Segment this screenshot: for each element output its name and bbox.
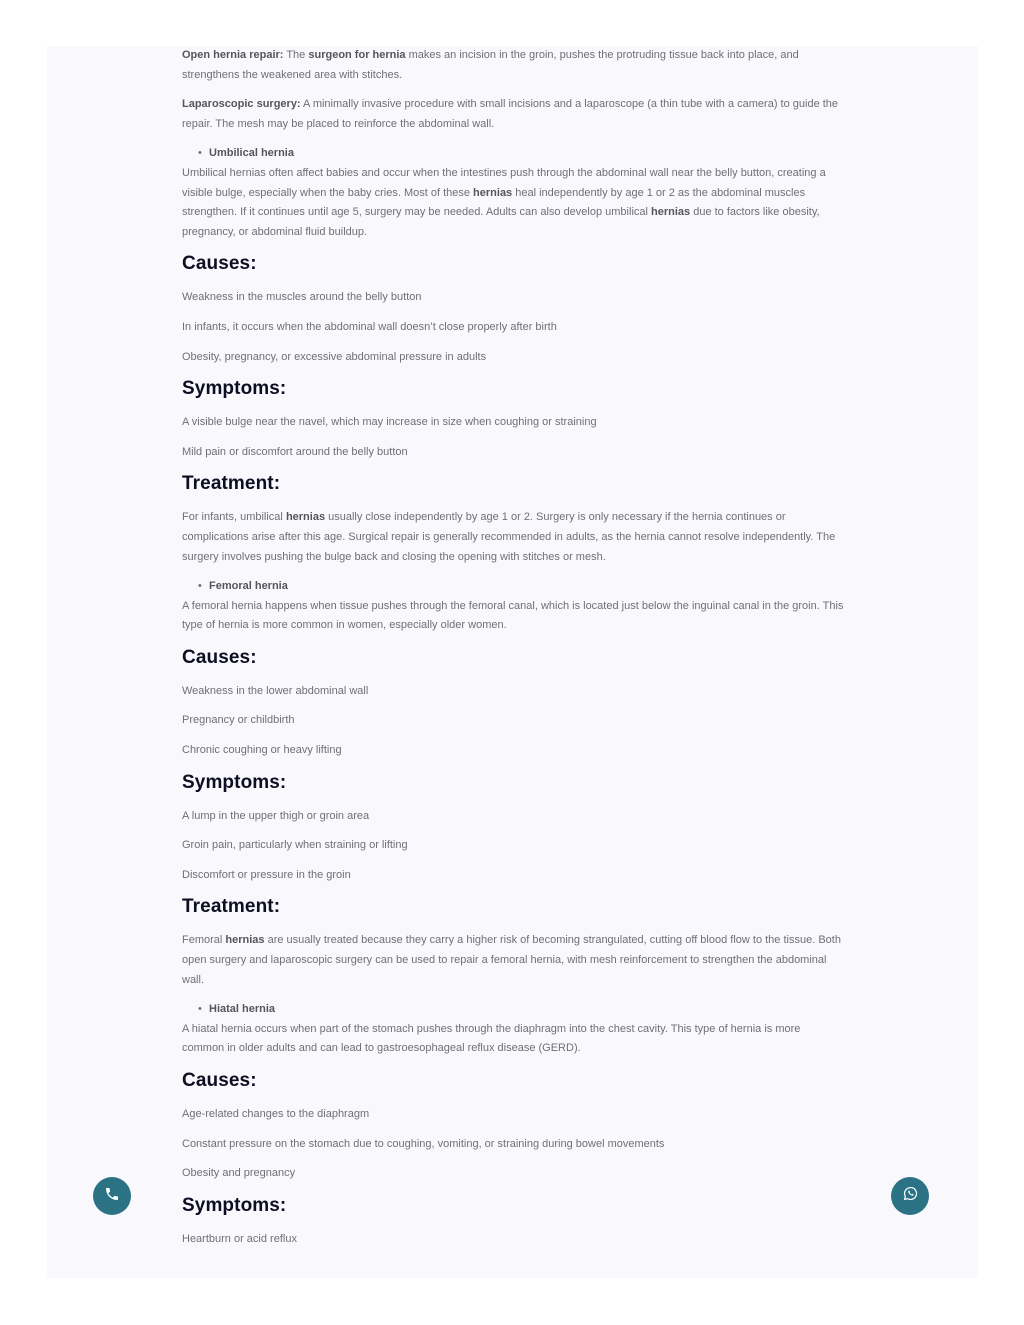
umbilical-cause-item: Obesity, pregnancy, or excessive abdominal pressure in adults bbox=[182, 350, 487, 363]
umbilical-treatment-text-2: usually close independently by age 1 or 2. Surgery is only necessary if the hernia continues or complications arise after this age. Surgical repair is generally recommended in adults, as the hernia cannot resolve independently. The surgery involves pushing the bulge back and closing the opening with stitches or mesh. bbox=[182, 511, 836, 563]
umbilical-treatment-heading: Treatment: bbox=[182, 473, 281, 495]
hiatal-cause-item: Age-related changes to the diaphragm bbox=[182, 1108, 370, 1120]
umbilical-treatment-text-1: For infants, umbilical bbox=[182, 511, 286, 524]
femoral-cause-item: Chronic coughing or heavy lifting bbox=[182, 744, 342, 757]
femoral-cause-item: Pregnancy or childbirth bbox=[182, 714, 295, 727]
open-repair-label: Open hernia repair: bbox=[182, 49, 284, 61]
call-button[interactable] bbox=[93, 1177, 131, 1215]
umbilical-treatment-bold: hernias bbox=[285, 511, 326, 524]
umbilical-cause-item: In infants, it occurs when the abdominal wall doesn’t close properly after birth bbox=[182, 320, 557, 333]
open-repair-text-b: makes an incision in the groin, pushes the protruding tissue back into place, and strengthens the weakened area with stitches. bbox=[182, 49, 799, 81]
femoral-symptom-item: Discomfort or pressure in the groin bbox=[182, 868, 351, 881]
femoral-treatment-text bbox=[182, 931, 844, 990]
femoral-treatment-text-1: Femoral bbox=[182, 934, 226, 947]
umbilical-cause-item: Weakness in the muscles around the belly button bbox=[182, 291, 422, 304]
umbilical-symptom-item: A visible bulge near the navel, which may increase in size when coughing or straining bbox=[182, 416, 597, 429]
article-body bbox=[182, 46, 844, 1259]
hiatal-causes-heading: Causes: bbox=[182, 1070, 257, 1091]
femoral-treatment-heading: Treatment: bbox=[182, 896, 281, 918]
laparoscopic-text: A minimally invasive procedure with small incisions and a laparoscope (a thin tube with a camera) to guide the repair. The mesh may be placed to reinforce the abdominal wall. bbox=[182, 98, 839, 130]
phone-icon bbox=[104, 1186, 120, 1207]
umbilical-bullet: • Umbilical hernia bbox=[209, 144, 844, 164]
laparoscopic-paragraph bbox=[182, 95, 844, 134]
femoral-treatment-text-2: are usually treated because they carry a higher risk of becoming strangulated, cutting off blood flow to the tissue. Both open surgery and laparoscopic surgery can be used to repair a femoral hernia, with mesh reinforcement to strengthen the abdominal wall. bbox=[182, 934, 841, 986]
umbilical-intro bbox=[182, 164, 844, 242]
femoral-symptoms-heading: Symptoms: bbox=[182, 771, 287, 793]
femoral-symptom-item: Groin pain, particularly when straining or lifting bbox=[182, 839, 408, 852]
open-repair-text-a: The bbox=[283, 49, 309, 61]
femoral-causes-heading: Causes: bbox=[182, 646, 257, 668]
umbilical-symptom-item: Mild pain or discomfort around the belly button bbox=[182, 445, 408, 458]
hiatal-symptom-item: Heartburn or acid reflux bbox=[182, 1232, 297, 1245]
hiatal-bullet: • Hiatal hernia bbox=[209, 1000, 844, 1020]
umbilical-causes-heading: Causes: bbox=[182, 253, 257, 275]
femoral-bullet: • Femoral hernia bbox=[209, 577, 844, 597]
open-repair-bold: surgeon for hernia bbox=[308, 49, 406, 61]
open-repair-paragraph bbox=[182, 46, 844, 85]
umbilical-intro-text-1: Umbilical hernias often affect babies and occur when the intestines push through the abdominal wall near the belly button, creating a visible bulge, especially when the baby cries. Most of these bbox=[182, 166, 826, 199]
umbilical-bullet-list bbox=[182, 144, 844, 164]
whatsapp-icon bbox=[903, 1186, 918, 1206]
femoral-intro: A femoral hernia happens when tissue pushes through the femoral canal, which is located just below the inguinal canal in the groin. This type of hernia is more common in women, especially older women. bbox=[182, 599, 844, 632]
whatsapp-button[interactable] bbox=[891, 1177, 929, 1215]
umbilical-intro-bold-2: hernias bbox=[651, 206, 691, 219]
femoral-symptom-item: A lump in the upper thigh or groin area bbox=[182, 809, 370, 822]
umbilical-treatment-text bbox=[182, 508, 844, 567]
umbilical-symptoms-heading: Symptoms: bbox=[182, 378, 287, 400]
hiatal-intro: A hiatal hernia occurs when part of the stomach pushes through the diaphragm into the chest cavity. This type of hernia is more common in older adults and can lead to gastroesophageal reflux disease (GERD). bbox=[182, 1022, 801, 1055]
femoral-bullet-list bbox=[182, 577, 844, 597]
hiatal-cause-item: Constant pressure on the stomach due to coughing, vomiting, or straining during bowel movements bbox=[182, 1137, 665, 1150]
laparoscopic-label: Laparoscopic surgery: bbox=[182, 98, 301, 111]
femoral-cause-item: Weakness in the lower abdominal wall bbox=[182, 684, 369, 697]
umbilical-intro-text-3: due to factors like obesity, pregnancy, or abdominal fluid buildup. bbox=[182, 206, 820, 238]
femoral-treatment-bold: hernias bbox=[225, 934, 265, 947]
hiatal-symptoms-heading: Symptoms: bbox=[182, 1194, 287, 1216]
umbilical-intro-bold-1: hernias bbox=[473, 186, 513, 199]
hiatal-bullet-list bbox=[182, 1000, 844, 1020]
hiatal-cause-item: Obesity and pregnancy bbox=[182, 1167, 296, 1180]
umbilical-intro-text-2: heal independently by age 1 or 2 as the abdominal muscles strengthen. If it continues until age 5, surgery may be needed. Adults can also develop umbilical bbox=[182, 186, 806, 219]
